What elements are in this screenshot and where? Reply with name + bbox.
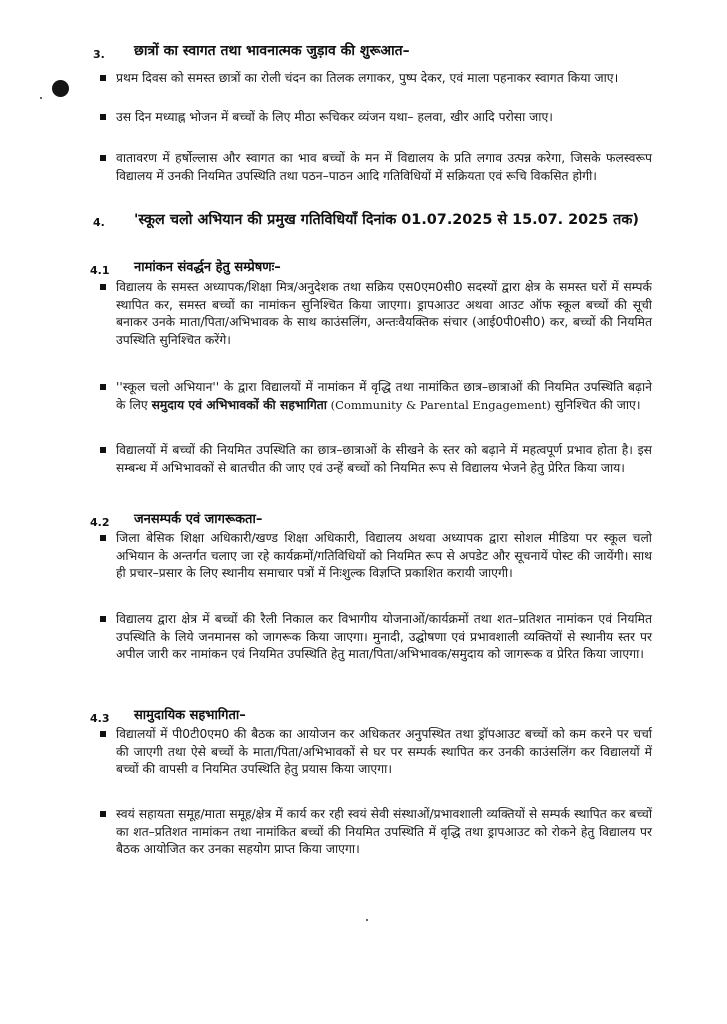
bullet-icon	[100, 731, 106, 737]
item-text-english: (Community & Parental Engagement)	[327, 397, 551, 412]
section-number: 4.2	[90, 516, 110, 529]
item-text-part: सुनिश्चित की जाए।	[550, 397, 641, 412]
item-text-part: ''स्कूल चलो अभियान'' के द्वारा विद्यालयों में नामांकन में वृद्धि तथा नामांकित छात्र–छात्राओं की नियमित उपस्थिति बढ़ाने के लिए	[116, 380, 652, 412]
bullet-icon	[100, 535, 106, 541]
item-text: स्वयं सहायता समूह/माता समूह/क्षेत्र में कार्य कर रही स्वयं सेवी संस्थाओं/प्रभावशाली व्यक्तियों से सम्पर्क स्थापित कर बच्चों का शत–प्रतिशत नामांकन तथा नामांकित बच्चों की नियमित उपस्थिति में वृद्धि तथा ड्रापआउट को रोकने हेतु विद्यालय पर बैठक आयोजित कर उनका सहयोग प्राप्त किया जाएगा।	[116, 807, 652, 857]
section-number: 4.1	[90, 264, 110, 277]
item-text: विद्यालयों में पी0टी0एम0 की बैठक का आयोजन कर अधिकतर अनुपस्थित तथा ड्रॉपआउट बच्चों को कम करने पर चर्चा की जाएगी तथा ऐसे बच्चों के माता/पिता/अभिभावकों से घर पर सम्पर्क स्थापित कर उनकी काउंसलिंग कर विद्यालयों में बच्चों की वापसी व नियमित उपस्थिति हेतु प्रयास किया जाएगा।	[116, 727, 652, 777]
list-item	[116, 442, 652, 477]
list-item	[116, 806, 652, 859]
list-item	[116, 379, 652, 414]
section-heading: छात्रों का स्वागत तथा भावनात्मक जुड़ाव की शुरूआत–	[134, 43, 410, 59]
list-item	[116, 70, 652, 88]
bullet-icon	[100, 114, 106, 120]
item-text-bold: समुदाय एवं अभिभावकों की सहभागिता	[151, 397, 327, 412]
item-text: जिला बेसिक शिक्षा अधिकारी/खण्ड शिक्षा अधिकारी, विद्यालय अथवा अध्यापक द्वारा सोशल मीडिया पर स्कूल चलो अभियान के अन्तर्गत चलाए जा रहे कार्यक्रमों/गतिविधियों को नियमित रूप से अपडेट और सूचनायें पोस्ट की जायेंगी। साथ ही प्रचार–प्रसार के लिए स्थानीय समाचार पत्रों में निःशुल्क विज्ञप्ति प्रकाशित करायी जाएगी।	[116, 531, 652, 581]
section-heading: सामुदायिक सहभागिता–	[134, 708, 246, 723]
bullet-icon	[100, 75, 106, 81]
punch-hole-mark	[52, 80, 69, 97]
item-text: विद्यालय द्वारा क्षेत्र में बच्चों की रैली निकाल कर विभागीय योजनाओं/कार्यक्रमों तथा शत–प्रतिशत नामांकन एवं नियमित उपस्थिति के लिये जनमानस को जागरूक किया जाएगा। मुनादी, उद्घोषणा एवं प्रभावशाली व्यक्तियों से स्थानीय स्तर पर अपील जारी कर नामांकन एवं नियमित उपस्थिति हेतु माता/पिता/अभिभावक/समुदाय को जागरूक व प्रेरित किया जाएगा।	[116, 612, 652, 662]
bullet-icon	[100, 384, 106, 390]
item-text: वातावरण में हर्षोल्लास और स्वागत का भाव बच्चों के मन में विद्यालय के प्रति लगाव उत्पन्न करेगा, जिसके फलस्वरूप विद्यालय में उनकी नियमित उपस्थिति तथा पठन–पाठन आदि गतिविधियों में सक्रियता एवं रूचि विकसित होगी।	[116, 151, 652, 183]
bullet-icon	[100, 284, 106, 290]
item-text: प्रथम दिवस को समस्त छात्रों का रोली चंदन का तिलक लगाकर, पुष्प देकर, एवं माला पहनाकर स्वागत किया जाए।	[116, 71, 619, 85]
list-item	[116, 726, 652, 779]
list-item	[116, 150, 652, 185]
list-item	[116, 530, 652, 583]
bullet-icon	[100, 447, 106, 453]
item-text: विद्यालयों में बच्चों की नियमित उपस्थिति का छात्र–छात्राओं के सीखने के स्तर को बढ़ाने में महत्वपूर्ण प्रभाव होता है। इस सम्बन्ध में अभिभावकों से बातचीत की जाए एवं उन्हें बच्चों को नियमित रूप से विद्यालय भेजने हेतु प्रेरित किया जाय।	[116, 443, 652, 475]
list-item	[116, 611, 652, 664]
list-item	[116, 279, 652, 349]
list-item	[116, 109, 652, 127]
bullet-icon	[100, 616, 106, 622]
scan-speck	[40, 97, 42, 99]
section-heading: 'स्कूल चलो अभियान की प्रमुख गतिविधियाँ दिनांक 01.07.2025 से 15.07. 2025 तक)	[134, 212, 639, 228]
bullet-icon	[100, 155, 106, 161]
section-heading: जनसम्पर्क एवं जागरूकता–	[134, 512, 263, 527]
section-number: 4.	[93, 216, 105, 229]
item-text: उस दिन मध्याह्न भोजन में बच्चों के लिए मीठा रूचिकर व्यंजन यथा– हलवा, खीर आदि परोसा जाए।	[116, 110, 553, 124]
section-number: 4.3	[90, 712, 110, 725]
bullet-icon	[100, 811, 106, 817]
section-heading: नामांकन संवर्द्धन हेतु सम्प्रेषणः–	[134, 260, 281, 275]
scan-speck	[366, 919, 368, 921]
section-number: 3.	[93, 48, 105, 61]
item-text: विद्यालय के समस्त अध्यापक/शिक्षा मित्र/अनुदेशक तथा सक्रिय एस0एम0सी0 सदस्यों द्वारा क्षेत्र के समस्त घरों में सम्पर्क स्थापित कर, समस्त बच्चों का नामांकन सुनिश्चित किया जाएगा। ड्रापआउट अथवा आउट ऑफ स्कूल बच्चों की सूची बनाकर उनके माता/पिता/अभिभावक के साथ काउंसलिंग, अन्तःवैयक्तिक संचार (आई0पी0सी0) कर, बच्चों की नियमित उपस्थिति सुनिश्चित करेंगे।	[116, 280, 652, 347]
